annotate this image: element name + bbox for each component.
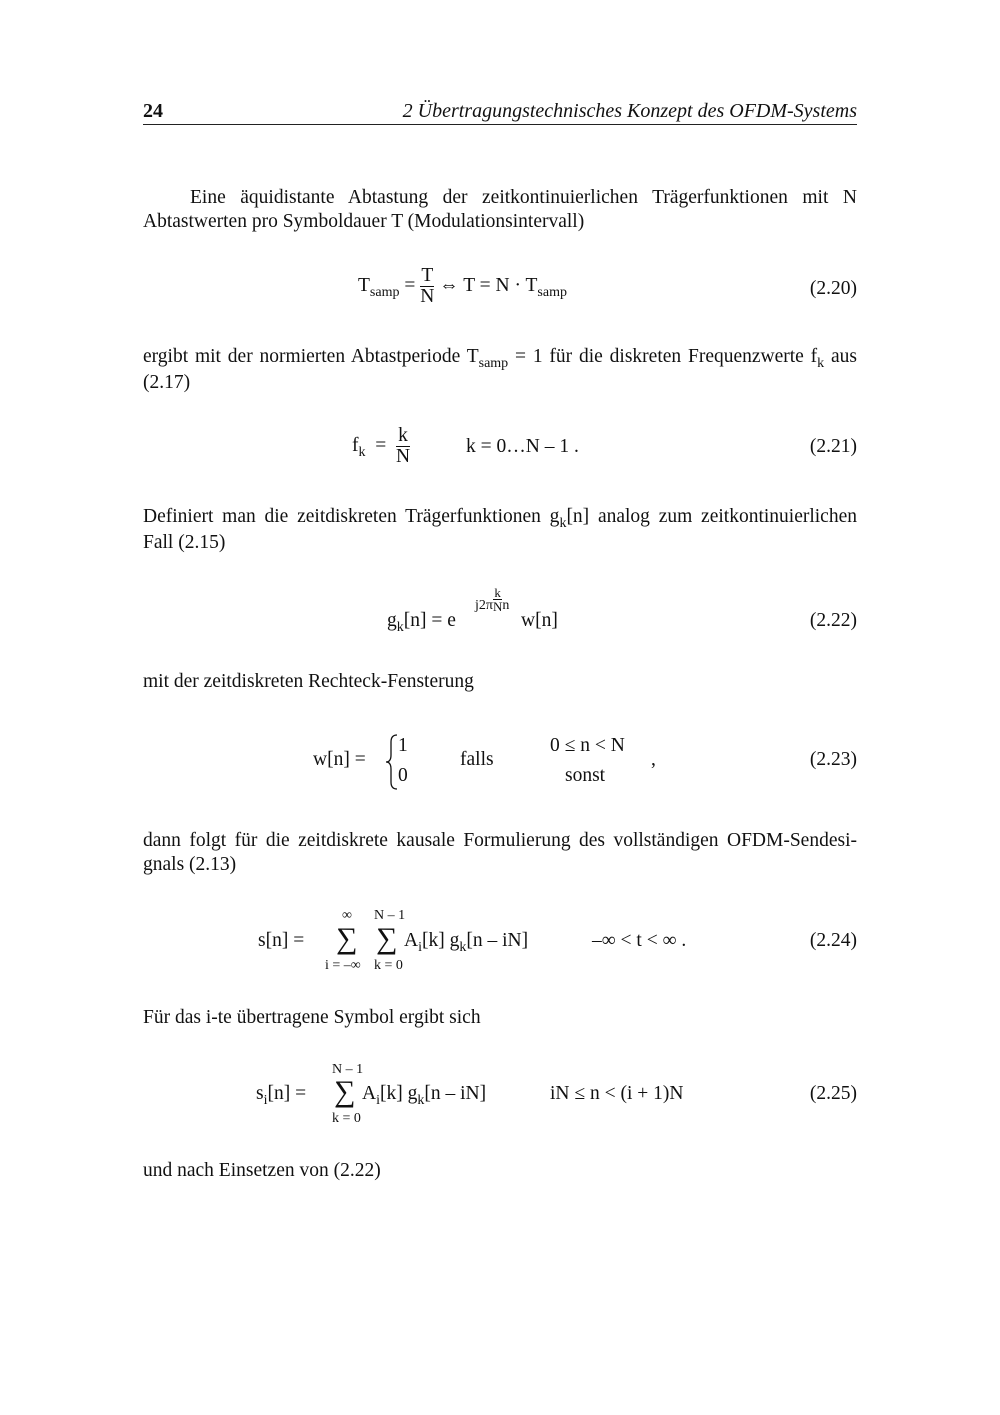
paragraph-line: dann folgt für die zeitdiskrete kausale Formulierung des vollständigen OFDM-Sendesi- [143, 830, 857, 851]
paragraph-discrete-carriers [143, 505, 857, 555]
paragraph-line [143, 505, 857, 531]
text-run: aus [824, 346, 857, 367]
fraction-denominator: N [420, 286, 435, 307]
paragraph-line: Fall (2.15) [143, 532, 226, 553]
paragraph-line [143, 345, 857, 371]
sum-upper-limit: N – 1 [332, 1062, 364, 1077]
case-condition: 0 ≤ n < N [550, 735, 625, 756]
sum-lower-limit: i = –∞ [325, 958, 361, 973]
sum-upper-limit: N – 1 [374, 908, 406, 923]
subscript: samp [478, 356, 509, 371]
eq-symbol: g [387, 610, 397, 631]
equation-number: (2.22) [809, 610, 857, 631]
equation-rhs: w[n] [521, 610, 558, 631]
paragraph-sampling [143, 186, 857, 234]
exponent [475, 586, 509, 613]
sigma-icon: ∑ [376, 922, 398, 955]
text-run: = 1 für die diskreten Frequenzwerte f [508, 346, 818, 367]
sum-upper-limit: ∞ [342, 908, 352, 923]
sum-lower-limit: k = 0 [374, 958, 403, 973]
page-number: 24 [143, 100, 163, 122]
case-value: 1 [398, 735, 408, 756]
subscript: k [559, 516, 567, 531]
text-run: [n] analog zum zeitkontinuierlichen [566, 506, 857, 527]
paragraph-normalized [143, 345, 857, 395]
eq-symbol: A [362, 1083, 377, 1104]
eq-expression: [n – iN] [424, 1083, 487, 1104]
eq-expression: [k] g [379, 1083, 418, 1104]
eq-subscript: k [358, 444, 366, 460]
eq-symbol: A [404, 930, 419, 951]
running-title: 2 Übertragungstechnisches Konzept des OFDM-Systems [402, 100, 857, 122]
eq-subscript: k [396, 620, 404, 635]
sigma-icon: ∑ [336, 922, 358, 955]
eq-symbol: s [256, 1083, 264, 1104]
fraction-numerator: k [396, 426, 410, 447]
fraction [396, 426, 410, 467]
falls-label: falls [460, 749, 494, 770]
paragraph-line: mit der zeitdiskreten Rechteck-Fensterung [143, 671, 474, 692]
equation-2-22 [387, 610, 456, 635]
exponent-term: j2π [475, 597, 493, 613]
eq-expression: [k] g [421, 930, 460, 951]
eq-subscript: k [417, 1093, 425, 1108]
fraction-denominator: N [396, 446, 411, 467]
fraction [493, 586, 502, 613]
eq-subscript: k [459, 940, 467, 955]
equation-number: (2.23) [809, 749, 857, 770]
header-rule [143, 124, 857, 125]
sigma-icon: ∑ [334, 1075, 356, 1108]
paragraph-line: Abtastwerten pro Symboldauer T (Modulationsintervall) [143, 211, 585, 232]
equation-range: k = 0…N – 1 . [466, 436, 579, 457]
eq-comma: , [651, 749, 656, 770]
exponent-term: n [502, 597, 510, 613]
fraction-numerator: T [421, 265, 434, 286]
eq-subscript: i [376, 1093, 380, 1108]
eq-expression: [n] = [267, 1083, 307, 1104]
equation-number: (2.25) [809, 1083, 857, 1104]
eq-operator: = [375, 434, 387, 456]
paragraph-ith-symbol [143, 1006, 857, 1030]
eq-expression: [n – iN] [466, 930, 529, 951]
paragraph-line: Für das i-te übertragene Symbol ergibt sich [143, 1007, 481, 1028]
text-run: Definiert man die zeitdiskreten Trägerfunktionen g [143, 506, 560, 527]
equation-2-23-lhs: w[n] = [313, 749, 366, 770]
eq-subscript: i [263, 1093, 268, 1108]
paragraph-line: Eine äquidistante Abtastung der zeitkontinuierlichen Trägerfunktionen mit N [190, 187, 857, 208]
equation-2-21 [352, 426, 410, 467]
eq-expression: ⇔ T = N · T [439, 274, 538, 296]
paragraph-line: und nach Einsetzen von (2.22) [143, 1160, 381, 1181]
eq-subscript: samp [369, 284, 400, 300]
fraction-numerator: k [494, 585, 501, 600]
sum-lower-limit: k = 0 [332, 1111, 361, 1126]
eq-expression: [n] = e [403, 610, 456, 631]
paragraph-causal [143, 829, 857, 877]
paragraph-window [143, 670, 857, 694]
equation-number: (2.20) [809, 278, 857, 299]
eq-subscript: i [418, 940, 422, 955]
eq-symbol: f [352, 434, 359, 456]
text-run: ergibt mit der normierten Abtastperiode T [143, 346, 479, 367]
paragraph-line: gnals (2.13) [143, 854, 237, 875]
eq-subscript: samp [537, 284, 567, 300]
eq-symbol: T [358, 274, 370, 296]
equation-2-20 [358, 266, 567, 307]
equation-range: –∞ < t < ∞ . [592, 930, 687, 951]
equation-summand [362, 1083, 487, 1108]
paragraph-substitution [143, 1159, 857, 1183]
fraction [420, 266, 434, 307]
equation-number: (2.24) [809, 930, 857, 951]
paragraph-line: (2.17) [143, 372, 191, 393]
eq-operator: = [404, 274, 416, 296]
equation-summand [404, 930, 529, 955]
equation-2-24-lhs: s[n] = [258, 930, 305, 951]
equation-2-25-lhs [256, 1083, 307, 1108]
case-condition: sonst [565, 765, 606, 786]
fraction-denominator: N [492, 599, 503, 614]
equation-range: iN ≤ n < (i + 1)N [550, 1083, 684, 1104]
subscript: k [817, 356, 825, 371]
equation-number: (2.21) [809, 436, 857, 457]
case-value: 0 [398, 765, 408, 786]
